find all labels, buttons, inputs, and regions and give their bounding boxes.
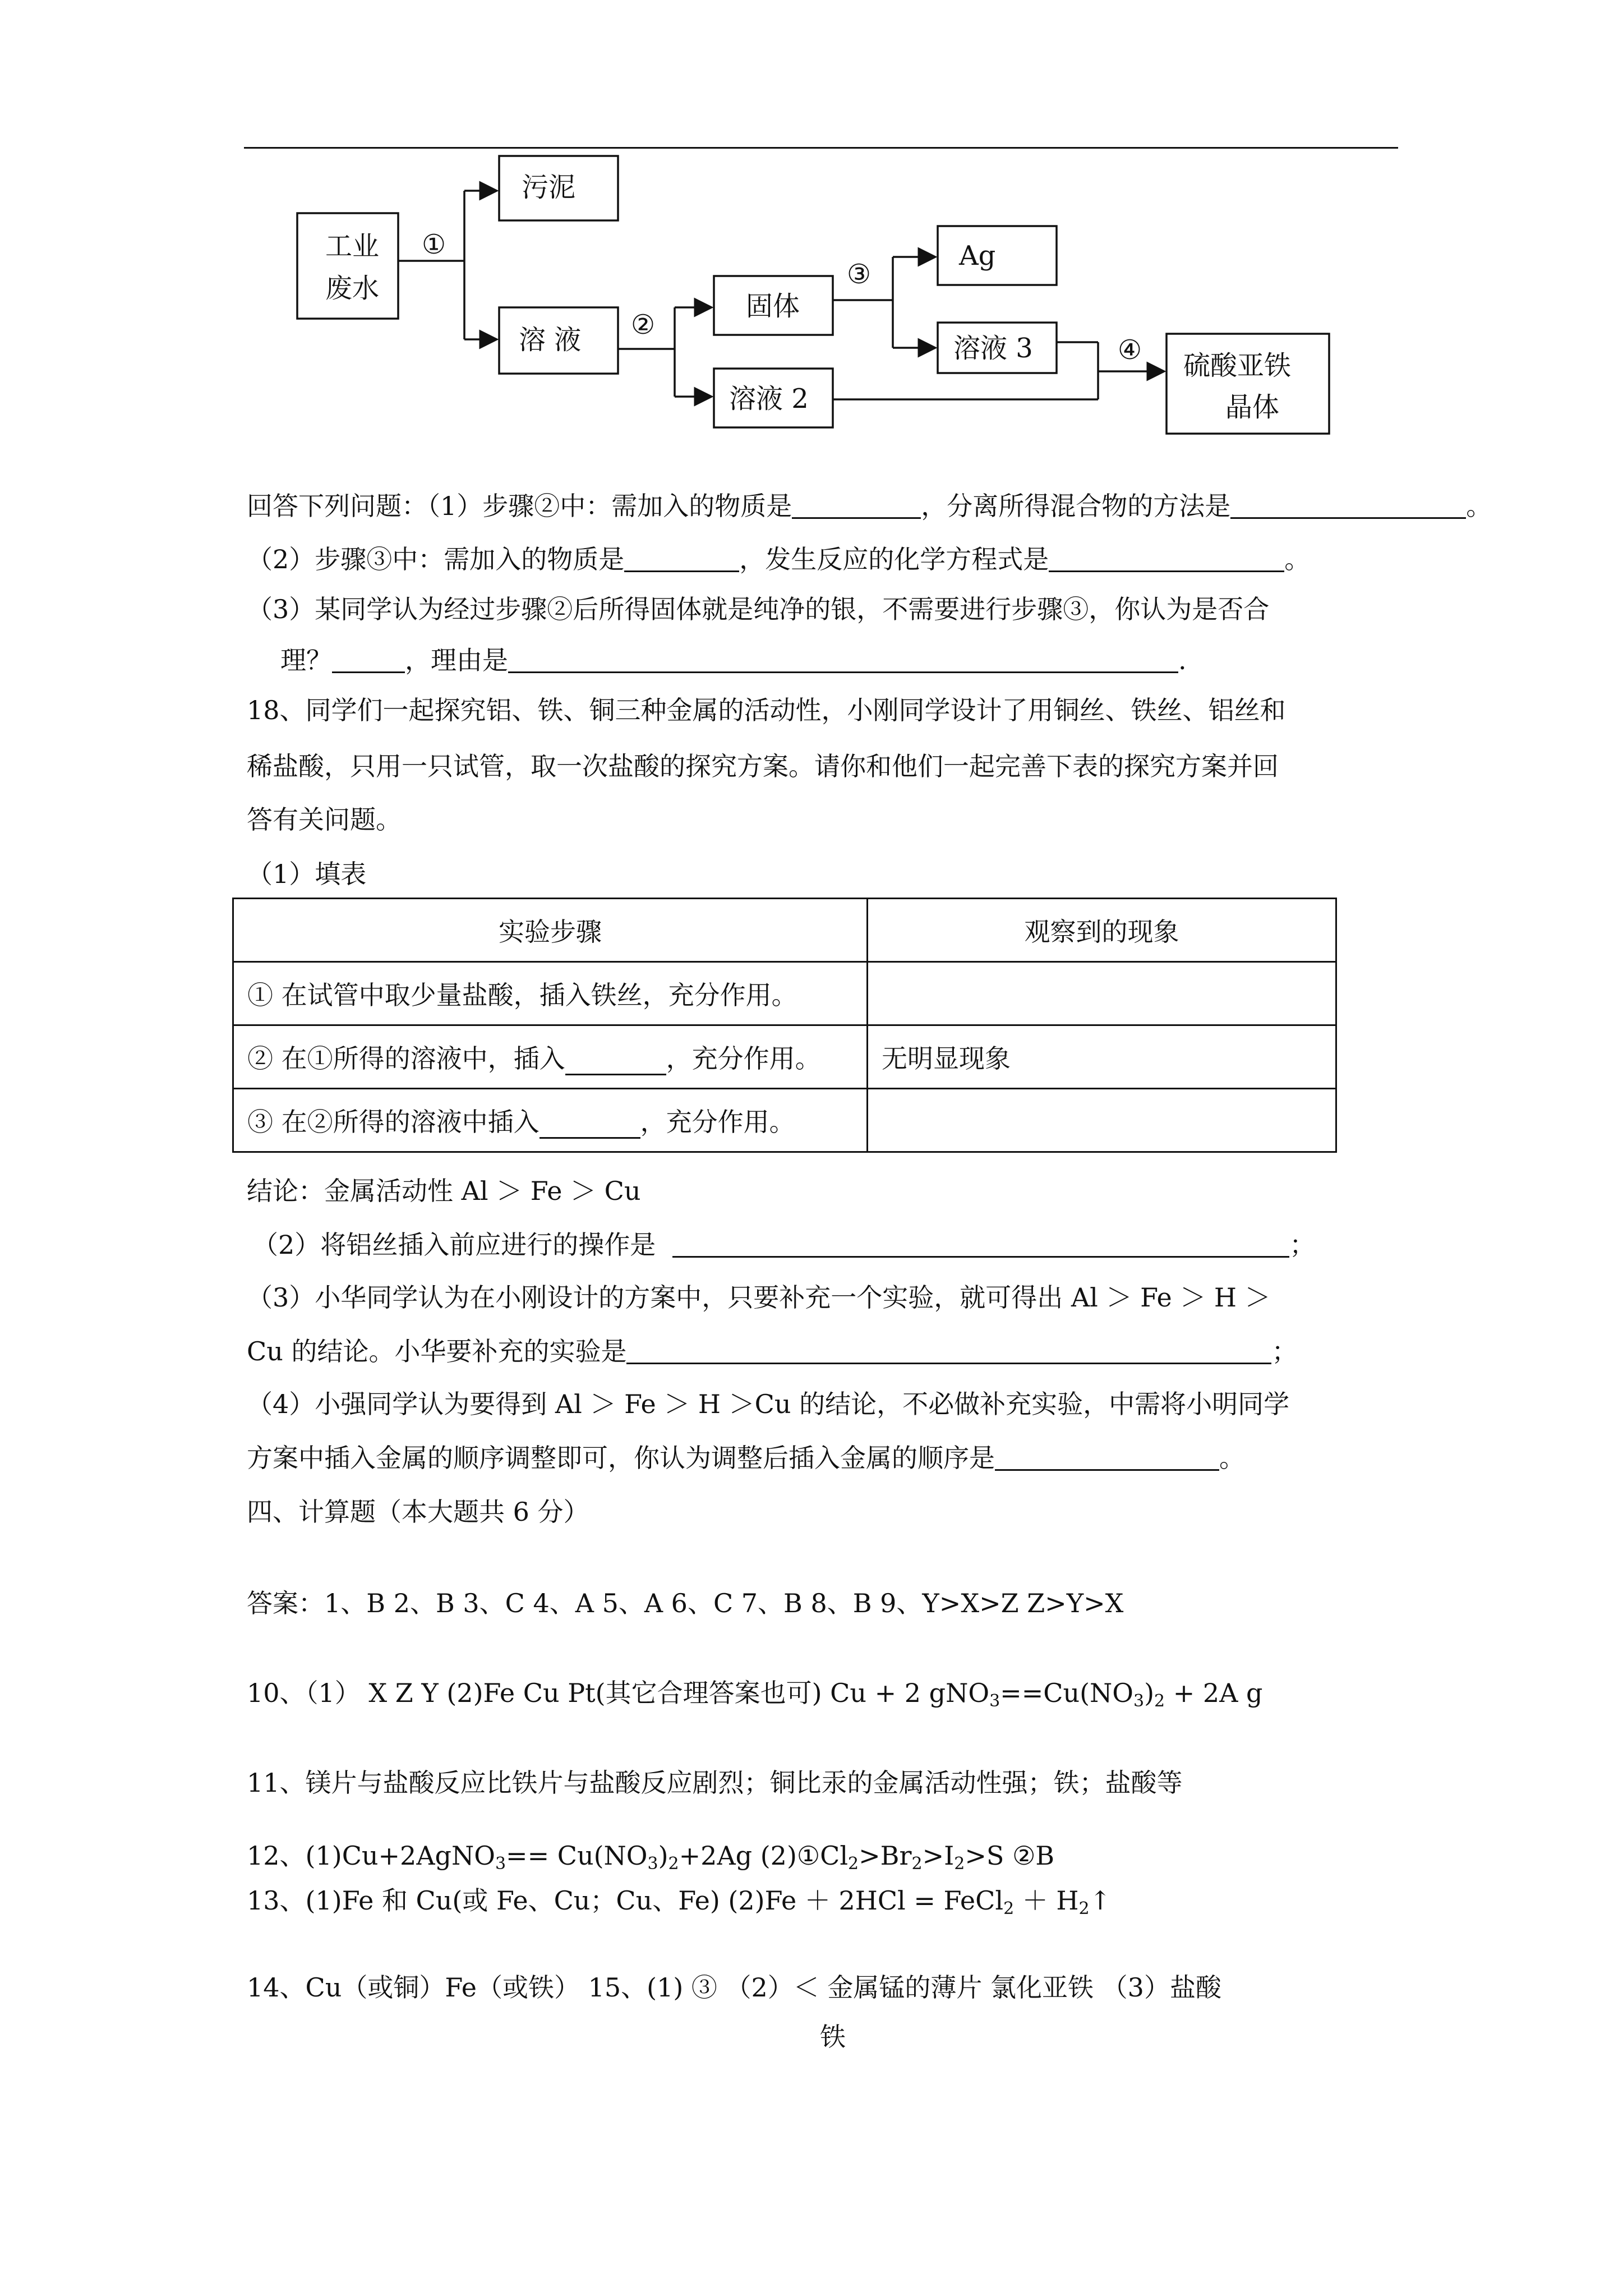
step-3-label: ③ (847, 259, 872, 290)
box-solution3-label: 溶液 3 (953, 333, 1033, 364)
table-row (233, 1089, 1336, 1152)
process-flow-diagram (0, 0, 1623, 460)
answers-line-14: 14、Cu（或铜）Fe（或铁） 15、(1) ③ （2）＜ 金属锰的薄片 氯化亚铁 （3）盐酸 (247, 1972, 1221, 2003)
box-ag-label: Ag (959, 240, 996, 272)
row3-step: ③ 在②所得的溶液中插入 ，充分作用。 (233, 1089, 868, 1152)
box-crystal-label-2: 晶体 (1225, 392, 1280, 423)
box-solution2-label: 溶液 2 (729, 383, 809, 415)
step-4-label: ④ (1118, 334, 1142, 366)
row1-step: ① 在试管中取少量盐酸，插入铁丝，充分作用。 (233, 962, 868, 1025)
q17-line1: 回答下列问题：（1）步骤②中：需加入的物质是 ，分离所得混合物的方法是 。 (247, 491, 1492, 521)
q18-line3: 答有关问题。 (247, 804, 402, 835)
table-header-row (233, 899, 1336, 962)
answers-line-15-cont: 铁 (820, 2022, 846, 2052)
answers-line-13: 13、(1)Fe 和 Cu(或 Fe、Cu；Cu、Fe) (2)Fe ＋ 2HCl = FeCl$_2$ ＋ $H_2↑$ (247, 1885, 1112, 1918)
step-2-label: ② (631, 309, 656, 341)
q17-blank-reason[interactable] (508, 647, 1178, 673)
row1-observation-cell[interactable] (868, 962, 1336, 1025)
q17-line3: （3）某同学认为经过步骤②后所得固体就是纯净的银，不需要进行步骤③，你认为是否合 (247, 594, 1270, 624)
row2-observation: 无明显现象 (868, 1025, 1336, 1089)
q17-blank-substance[interactable] (792, 493, 921, 519)
step-1-label: ① (422, 229, 446, 260)
box-solid-label: 固体 (746, 291, 800, 322)
q18-q3-line2: Cu 的结论。小华要补充的实验是 ； (247, 1336, 1298, 1366)
header-steps: 实验步骤 (233, 899, 868, 962)
q18-line2: 稀盐酸，只用一只试管，取一次盐酸的探究方案。请你和他们一起完善下表的探究方案并回 (247, 751, 1279, 781)
row2-step: ② 在①所得的溶液中，插入 ，充分作用。 (233, 1025, 868, 1089)
q18-conclusion: 结论：金属活动性 Al ＞ Fe ＞ Cu (247, 1176, 641, 1206)
q18-q2: （2）将铝丝插入前应进行的操作是 ； (252, 1230, 1316, 1260)
answers-line-10: 10、（1） X Z Y (2)Fe Cu Pt(其它合理答案也可) Cu + 2 $gNO_3==Cu(NO_3)_2 + 2A$ g (247, 1678, 1263, 1711)
table-row (233, 1025, 1336, 1089)
row2-blank-metal[interactable] (565, 1049, 666, 1075)
q17-blank-equation[interactable] (1049, 546, 1284, 572)
q18-q4-line2: 方案中插入金属的顺序调整即可，你认为调整后插入金属的顺序是 。 (247, 1443, 1245, 1473)
header-observation: 观察到的现象 (868, 899, 1336, 962)
q17-blank-substance2[interactable] (624, 546, 739, 572)
box-sludge-label: 污泥 (522, 172, 576, 203)
q17-blank-method[interactable] (1230, 493, 1466, 519)
q18-fill-table: （1）填表 (247, 859, 367, 889)
box-ag (938, 226, 1057, 285)
box-wastewater-label-1: 工业 (325, 231, 380, 262)
experiment-table (232, 898, 1337, 1153)
box-crystal-label-1: 硫酸亚铁 (1183, 350, 1292, 381)
q18-blank-order[interactable] (995, 1444, 1219, 1471)
section4-heading: 四、计算题（本大题共 6 分） (247, 1497, 589, 1527)
q18-q3-line1: （3）小华同学认为在小刚设计的方案中，只要补充一个实验，就可得出 Al ＞ Fe ＞ H ＞ (247, 1282, 1271, 1313)
q18-blank-extra-experiment[interactable] (626, 1338, 1271, 1364)
box-wastewater-label-2: 废水 (325, 273, 380, 304)
answers-line-12: 12、(1)Cu+2AgNO$_3$== $Cu(NO_3)_2+2Ag$ $(2)①Cl_2>Br_2>I_2>S$ ②B (247, 1841, 1055, 1874)
q17-line2: （2）步骤③中：需加入的物质是 ，发生反应的化学方程式是 。 (247, 544, 1311, 574)
table-row (233, 962, 1336, 1025)
q18-line1: 18、同学们一起探究铝、铁、铜三种金属的活动性，小刚同学设计了用铜丝、铁丝、铝丝和 (247, 695, 1286, 725)
row3-observation-cell[interactable] (868, 1089, 1336, 1152)
answers-line-1: 答案：1、B 2、B 3、C 4、A 5、A 6、C 7、B 8、B 9、Y>X>Z Z>Y>X (247, 1588, 1124, 1618)
box-solution-label: 溶 液 (519, 324, 582, 356)
q17-line4: 理？ ，理由是 . (280, 645, 1187, 675)
answers-line-11: 11、镁片与盐酸反应比铁片与盐酸反应剧烈；铜比汞的金属活动性强；铁；盐酸等 (247, 1768, 1183, 1798)
q17-blank-reasonable[interactable] (332, 647, 405, 673)
q18-q4-line1: （4）小强同学认为要得到 Al ＞ Fe ＞ H ＞Cu 的结论，不必做补充实验，中需将小明同学 (247, 1389, 1290, 1419)
q18-blank-operation[interactable] (672, 1231, 1289, 1258)
row3-blank-metal[interactable] (540, 1112, 640, 1139)
